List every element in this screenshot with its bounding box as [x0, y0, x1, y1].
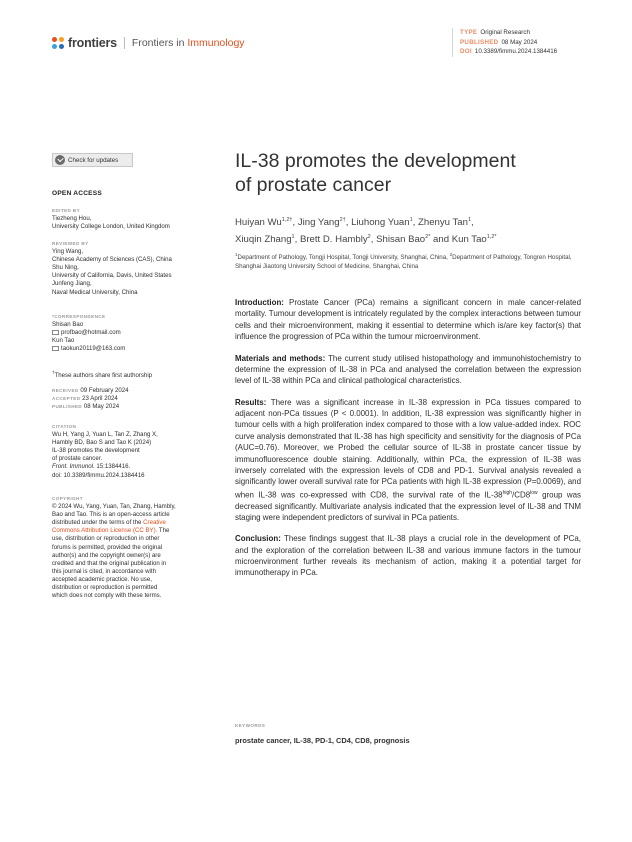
mail-icon	[52, 330, 59, 335]
mail-icon	[52, 346, 59, 351]
check-for-updates-label: Check for updates	[68, 156, 119, 164]
email-link-tao[interactable]: taokun20119@163.com	[61, 345, 126, 353]
author-list: Huiyan $Wu^{1,2\dagger}$, Jing Yang$^{2\dagger}$, Liuhong Yuan$^1$, Zhenyu Tan$^1$, Xiuqin Zhang$^1$, Brett D. Hambly$^2$, Shisan Bao$^{2*}$ and Kun Tao$^{1,2*}$	[235, 217, 497, 246]
correspondence-section: *CORRESPONDENCE Shisan Bao profbao@hotmail.com Kun Tao taokun20119@163.com	[52, 314, 126, 353]
check-icon	[55, 155, 65, 165]
abstract-methods: Materials and methods: The current study utilised histopathology and immunohistochemistry to determine the expression of IL-38 in PCa and analysed the correlation between the expression level of IL-38 within PCa and clinical pathological characteristics.	[235, 353, 582, 386]
frontiers-logo[interactable]	[52, 36, 245, 50]
meta-published: PUBLISHED 08 May 2024	[460, 38, 538, 46]
citation-doi-link[interactable]: doi: 10.3389/fimmu.2024.1384416	[52, 471, 145, 479]
frontiers-logo-icon	[52, 37, 65, 50]
author: Brett D. Hambly	[299, 234, 368, 246]
author: Zhenyu Tan	[418, 217, 468, 229]
abstract-results: Results: There was a significant increase in IL-38 expression in PCa tissues compared to adjacent non-PCa tissues (P < 0.0001). In addition, IL-38 expression was significantly higher in tumour cells with a high proliferation index compared to those with a low value-added index. ROC curve analysis demonstrated that IL-38 has high specificity and sensitivity for the diagnosis of PCa (AUC=0.76). Moreover, we Probed the cellular source of IL-38 in prostate cancer tissue by immunofluorescence double staining. Additionally, within PCa, the expression of IL-38 was inversely correlated with the expression levels of CD8 and PD-1. Survival analysis revealed a significantly lower overall survival rate for PCa patients with high IL-38 expression (P=0.0069), and when IL-38 was co-expressed with CD8, the survival rate of the $IL-38^{high}/CD8^{low}$ group was decreased significantly. Multivariate analysis indicated that the expression level of IL-38 and TNM staging were independent predictors of survival in PCa patients.	[235, 397, 582, 522]
reviewed-by-section: REVIEWED BY Ying Wang, Chinese Academy of Sciences (CAS), China Shu Ning, University of California, Davis, United States Junfeng Jiang, Naval Medical University, China	[52, 241, 172, 296]
check-for-updates-button[interactable]	[52, 153, 133, 167]
affiliations: $^1$Department of Pathology, Tongji Hospital, Tongji University, Shanghai, China, $^2$Department of Pathology, Tongren Hospital, Shanghai Jiaotong University School of Medicine, Shanghai, China	[235, 252, 572, 270]
author: Kun Tao	[451, 234, 487, 246]
email-link-bao[interactable]: profbao@hotmail.com	[61, 329, 121, 337]
logo-divider	[124, 37, 125, 49]
citation-section: CITATION Wu H, Yang J, Yuan L, Tan Z, Zhang X, Hambly BD, Bao S and Tao K (2024) IL-38 promotes the development of prostate cancer. Front. Immunol. 15:1384416. doi: 10.3389/fimmu.2024.1384416	[52, 423, 212, 480]
keywords-label: KEYWORDS	[235, 723, 266, 728]
cc-license-link-2[interactable]: Commons Attribution License (CC BY).	[52, 527, 158, 535]
abstract	[235, 297, 581, 589]
article-title: IL-38 promotes the development of prostate cancer	[235, 150, 516, 196]
article-meta	[452, 28, 557, 57]
copyright-section: COPYRIGHT © 2024 Wu, Yang, Yuan, Tan, Zhang, Hambly, Bao and Tao. This is an open-access article distributed under the terms of the Creative Commons Attribution License (CC BY). The use, distribution or reproduction in other forums is permitted, provided the original author(s) and the copyright owner(s) are credited and that the original publication in this journal is cited, in accordance with accepted academic practice. No use, distribution or reproduction is permitted which does not comply with these terms.	[52, 496, 176, 600]
abstract-introduction: Introduction: Prostate Cancer (PCa) remains a significant concern in male cancer-related mortality. Tumour development is intricately regulated by the complex interactions between tumour cells and their microenvironment, making it essential to determine which is/are key factor(s) that influence the progression of PCa within the tumour microenvironment.	[235, 298, 581, 342]
author: Liuhong Yuan	[351, 217, 410, 229]
cc-license-link[interactable]: Creative	[143, 519, 166, 527]
author: Jing Yang	[297, 217, 340, 229]
keywords-list: prostate cancer, IL-38, PD-1, CD4, CD8, prognosis	[235, 736, 410, 745]
open-access-label: OPEN ACCESS	[52, 190, 102, 197]
meta-doi: DOI 10.3389/fimmu.2024.1384416	[460, 48, 558, 56]
edited-by-section: EDITED BY Tiezheng Hou, University College London, United Kingdom	[52, 208, 170, 231]
author: Xiuqin Zhang	[235, 234, 292, 246]
journal-name: Frontiers in Immunology	[131, 37, 245, 49]
author: Shisan Bao	[376, 234, 426, 246]
meta-type: TYPE Original Research	[460, 29, 530, 36]
dates-section: RECEIVED 09 February 2024 ACCEPTED 23 April 2024 PUBLISHED 08 May 2024	[52, 387, 129, 411]
logo-text: frontiers	[68, 36, 117, 50]
abstract-conclusion: Conclusion: These findings suggest that IL-38 plays a crucial role in the development of PCa, and the exploration of the correlation between IL-38 and various immune factors in the tumour microenvironment further reveals its mechanism of action, making it a potential target for immunotherapy in PCa.	[235, 534, 581, 578]
author: Huiyan Wu	[235, 217, 282, 229]
shared-authorship-note: †These authors share first authorship	[52, 370, 153, 380]
